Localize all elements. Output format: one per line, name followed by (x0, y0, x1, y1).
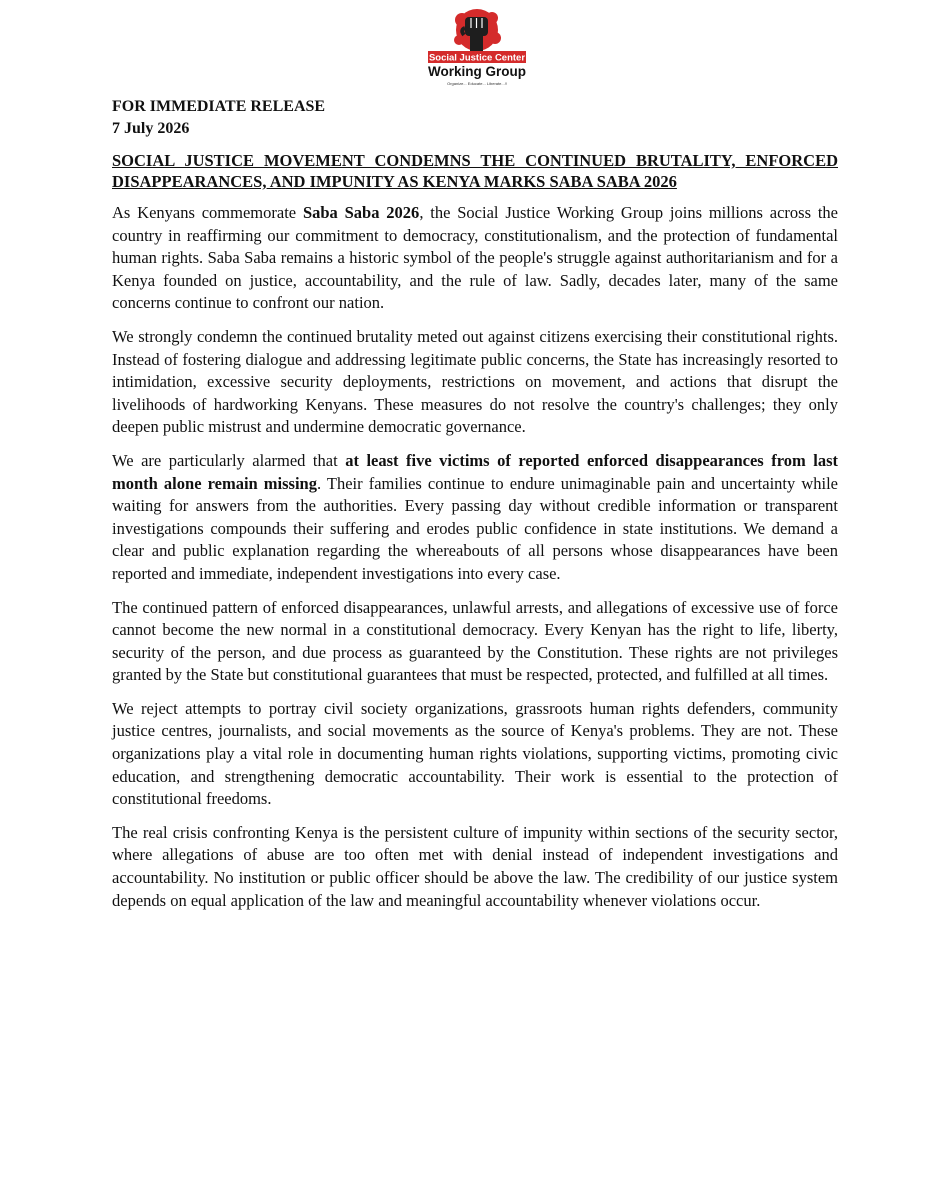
paragraph-6: The real crisis confronting Kenya is the persistent culture of impunity within sections of the security sector, where allegations of abuse are too often met with denial instead of independent investigations and accountability. No institution or public officer should be above the law. The credibility of our justice system depends on equal application of the law and meaningful accountability whenever violations occur. (112, 822, 838, 910)
paragraph-1-text-c: , the Social Justice Working Group joins millions across the country in reaffirming our commitment to democracy, constitutionalism, and the protection of fundamental human rights. Saba Saba remains a historic symbol of the people's struggle against authoritarianism and for a Kenya founded on justice, accountability, and the rule of law. Sadly, decades later, many of the same concerns continue to confront our nation. (112, 203, 838, 313)
logo-line2: Working Group (428, 64, 526, 79)
logo-tagline: Organize... Educate... Liberate...!! (447, 81, 507, 86)
headline: SOCIAL JUSTICE MOVEMENT CONDEMNS THE CONTINUED BRUTALITY, ENFORCED DISAPPEARANCES, AND IMPUNITY AS KENYA MARKS SABA SABA 2026 (112, 151, 838, 191)
paragraph-5: We reject attempts to portray civil society organizations, grassroots human rights defenders, community justice centres, journalists, and social movements as the source of Kenya's problems. They are not. These organizations play a vital role in documenting human rights violations, supporting victims, promoting civic education, and strengthening democratic accountability. Their work is essential to the protection of constitutional freedoms. (112, 698, 838, 809)
paragraph-3-bold: at least five victims of reported enforced disappearances from last month alone remain missing (112, 450, 839, 493)
raised-fist-icon (454, 9, 501, 51)
paragraph-3-text-c: . Their families continue to endure unimaginable pain and uncertainty while waiting for answers from the authorities. Every passing day without credible information or transparent investigations compounds their suffering and erodes public confidence in state institutions. We demand a clear and public explanation regarding the whereabouts of all persons whose disappearances have been reported and immediate, independent investigations into every case. (112, 473, 838, 583)
organization-logo (424, 4, 530, 96)
logo-line1: Social Justice Center (428, 52, 526, 64)
logo-graphic (424, 4, 530, 96)
paragraph-1 (112, 202, 838, 315)
paragraph-1-bold: Saba Saba 2026 (302, 203, 420, 222)
release-date: 7 July 2026 (112, 120, 190, 137)
release-label: FOR IMMEDIATE RELEASE (112, 98, 326, 115)
paragraph-1-text-a: As Kenyans commemorate (112, 203, 303, 222)
paragraph-2: We strongly condemn the continued brutality meted out against citizens exercising their constitutional rights. Instead of fostering dialogue and addressing legitimate public concerns, the State has increasingly resorted to intimidation, excessive security deployments, restrictions on movement, and actions that disrupt the livelihoods of hardworking Kenyans. These measures do not resolve the country's challenges; they only deepen public mistrust and undermine democratic governance. (112, 326, 838, 437)
paragraph-3-text-a: We are particularly alarmed that (112, 450, 346, 470)
paragraph-4: The continued pattern of enforced disappearances, unlawful arrests, and allegations of excessive use of force cannot become the new normal in a constitutional democracy. Every Kenyan has the right to life, liberty, security of the person, and due process as guaranteed by the Constitution. These rights are not privileges granted by the State but constitutional guarantees that must be respected, protected, and fulfilled at all times. (112, 597, 838, 685)
paragraph-3 (112, 450, 838, 586)
press-release-body (112, 96, 838, 923)
